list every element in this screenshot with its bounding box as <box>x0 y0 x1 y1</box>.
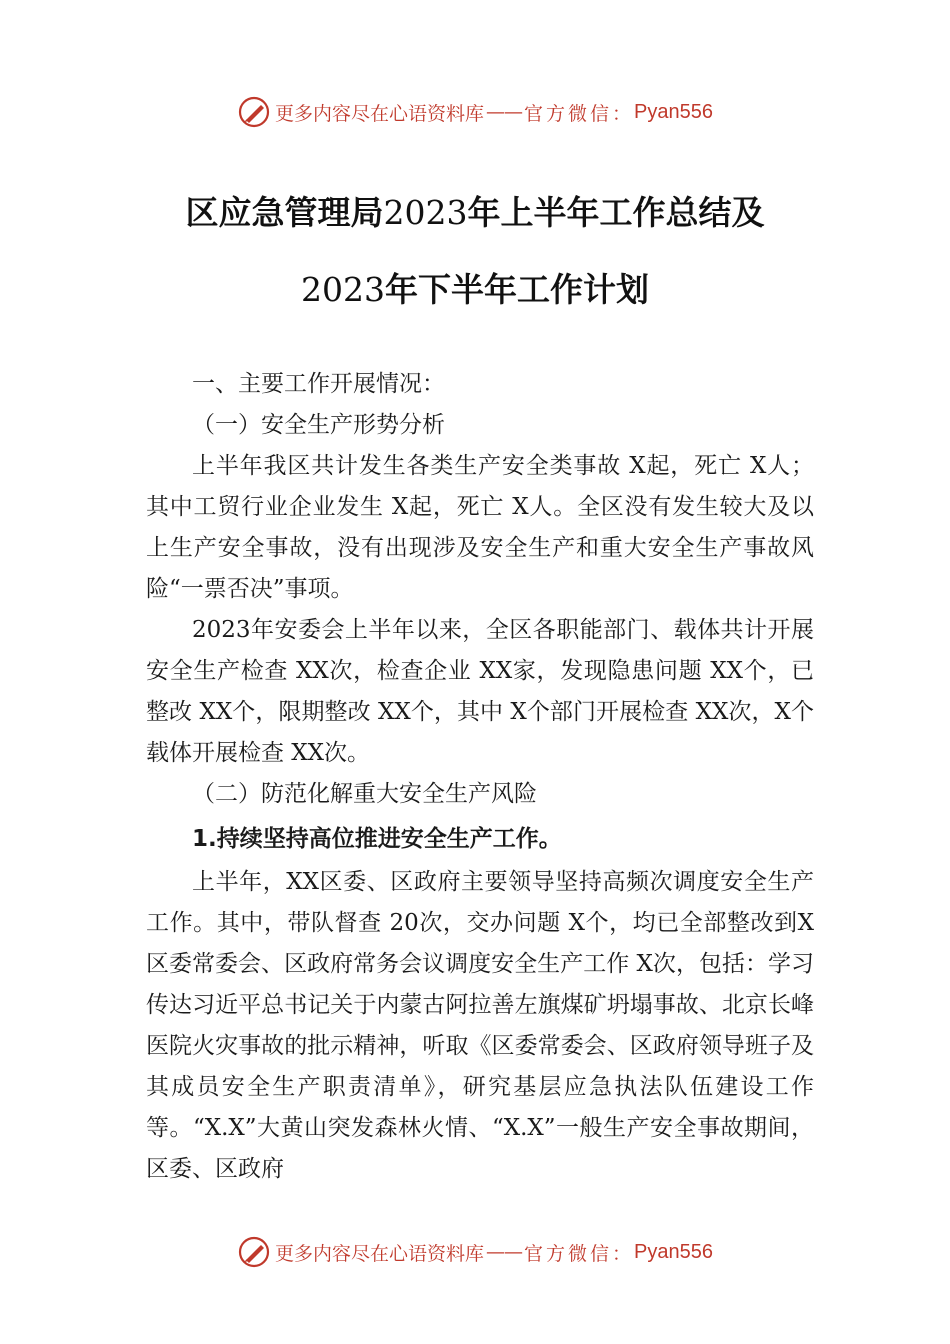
banner-separator: —— <box>486 1241 523 1263</box>
header-watermark-banner <box>0 92 950 132</box>
banner-text: 更多内容尽在心语资料库 <box>275 1242 485 1265</box>
banner-separator: —— <box>486 101 523 123</box>
paragraph-1: 上半年我区共计发生各类生产安全类事故 X起，死亡 X人；其中工贸行业企业发生 X起，死亡 X人。全区没有发生较大及以上生产安全事故，没有出现涉及安全生产和重大安全生产事故风险“一票否决”事项。 <box>146 453 814 602</box>
document-body <box>146 364 814 1190</box>
title-year-1: 2023 <box>383 193 468 232</box>
banner-text: 更多内容尽在心语资料库 <box>275 102 485 125</box>
banner-handle: Pyan556 <box>634 1240 713 1263</box>
pen-logo-icon <box>237 1235 271 1269</box>
banner-wechat-label: 官方微信： <box>524 1242 635 1265</box>
subsection-heading-1: （一）安全生产形势分析 <box>192 412 445 438</box>
paragraph-3: 上半年，XX区委、区政府主要领导坚持高频次调度安全生产工作。其中，带队督查 20次，交办问题 X个，均已全部整改到X区委常委会、区政府常务会议调度安全生产工作 X次，包括：学习传达习近平总书记关于内蒙古阿拉善左旗煤矿坍塌事故、北京长峰医院火灾事故的批示精神，听取《区委常委会、区政府领导班子及其成员安全生产职责清单》，研究基层应急执法队伍建设工作等。“X.X”大黄山突发森林火情、“X.X”一般生产安全事故期间，区委、区政府 <box>146 869 814 1182</box>
pen-logo-icon <box>237 95 271 129</box>
paragraph-2: 2023年安委会上半年以来，全区各职能部门、载体共计开展安全生产检查 XX次，检查企业 XX家，发现隐患问题 XX个，已整改 XX个，限期整改 XX个，其中 X个部门开展检查 XX次，X个载体开展检查 XX次。 <box>146 617 814 766</box>
banner-wechat-label: 官方微信： <box>524 102 635 125</box>
title-part-c: 年下半年工作计划 <box>384 270 649 309</box>
banner-handle: Pyan556 <box>634 100 713 123</box>
title-year-2: 2023 <box>301 270 385 309</box>
title-part-b: 年上半年工作总结及 <box>467 193 765 232</box>
document-title-line-2 <box>0 264 950 311</box>
footer-watermark-banner <box>0 1232 950 1272</box>
title-part-a: 区应急管理局 <box>185 193 384 232</box>
subsection-heading-2: （二）防范化解重大安全生产风险 <box>192 781 537 807</box>
section-heading-1: 一、主要工作开展情况： <box>192 371 445 397</box>
document-title-line-1 <box>0 187 950 234</box>
item-heading-1: 1.持续坚持高位推进安全生产工作。 <box>192 826 562 852</box>
